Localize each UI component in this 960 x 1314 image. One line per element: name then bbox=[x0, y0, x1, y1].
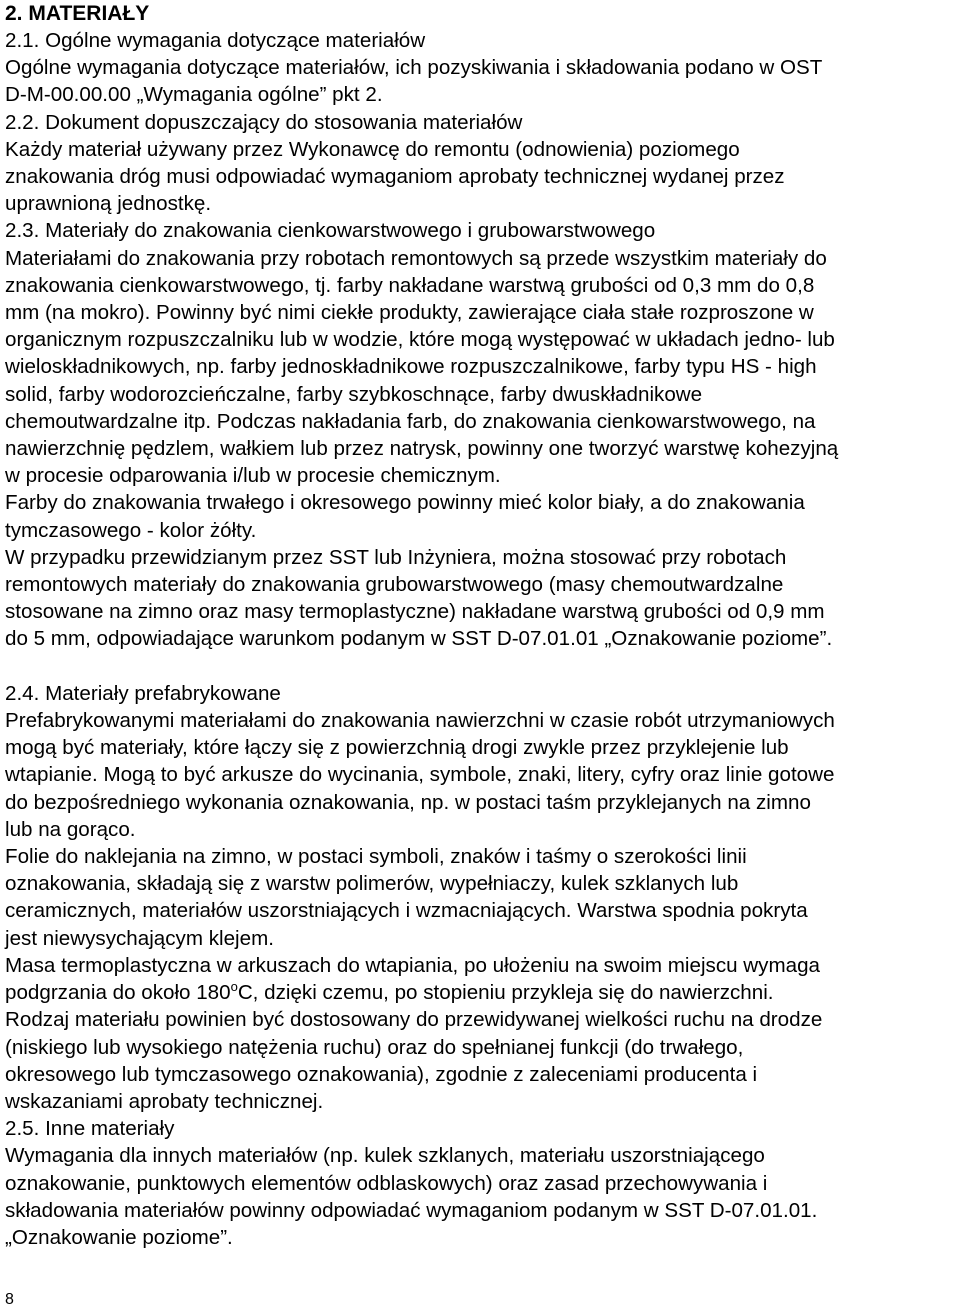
paragraph-line: wtapianie. Mogą to być arkusze do wycinania, symbole, znaki, litery, cyfry oraz linie gotowe bbox=[5, 763, 835, 787]
degree-superscript: o bbox=[230, 979, 238, 995]
paragraph-line: jest niewysychającym klejem. bbox=[5, 926, 274, 950]
section-heading: 2.4. Materiały prefabrykowane bbox=[5, 681, 281, 705]
paragraph-line: oznakowanie, punktowych elementów odblaskowych) oraz zasad przechowywania i bbox=[5, 1171, 768, 1195]
paragraph-line: znakowania cienkowarstwowego, tj. farby nakładane warstwą grubości od 0,3 mm do 0,8 bbox=[5, 273, 815, 297]
paragraph-line: stosowane na zimno oraz masy termoplastyczne) nakładane warstwą grubości od 0,9 mm bbox=[5, 600, 825, 624]
paragraph-line: Masa termoplastyczna w arkuszach do wtapiania, po ułożeniu na swoim miejscu wymaga bbox=[5, 953, 820, 977]
page-number: 8 bbox=[5, 1291, 14, 1308]
paragraph-line: tymczasowego - kolor żółty. bbox=[5, 518, 257, 542]
section-heading: 2.2. Dokument dopuszczający do stosowania materiałów bbox=[5, 110, 523, 134]
paragraph-line: (niskiego lub wysokiego natężenia ruchu) oraz do spełnianej funkcji (do trwałego, bbox=[5, 1035, 744, 1059]
section-2-1 bbox=[5, 27, 957, 109]
paragraph-line: znakowania dróg musi odpowiadać wymaganiom aprobaty technicznej wydanej przez bbox=[5, 165, 785, 189]
temperature-text-after: C, dzięki czemu, po stopieniu przykleja się do nawierzchni. bbox=[237, 981, 774, 1005]
paragraph-line: solid, farby wodorozcieńczalne, farby szybkoschnące, farby dwuskładnikowe bbox=[5, 382, 703, 406]
paragraph-line: Materiałami do znakowania przy robotach remontowych są przede wszystkim materiały do bbox=[5, 246, 827, 270]
paragraph-line: składowania materiałów powinny odpowiadać wymaganiom podanym w SST D-07.01.01. bbox=[5, 1198, 818, 1222]
paragraph-line: ceramicznych, materiałów uszorstniających i wzmacniających. Warstwa spodnia pokryta bbox=[5, 899, 808, 923]
paragraph-line: lub na gorąco. bbox=[5, 817, 136, 841]
paragraph-line: Wymagania dla innych materiałów (np. kulek szklanych, materiału uszorstniającego bbox=[5, 1144, 765, 1168]
paragraph-line: Farby do znakowania trwałego i okresowego powinny mieć kolor biały, a do znakowania bbox=[5, 491, 805, 515]
paragraph-line: oznakowania, składają się z warstw polimerów, wypełniaczy, kulek szklanych lub bbox=[5, 872, 739, 896]
section-2-3 bbox=[5, 217, 957, 652]
paragraph-line: Każdy materiał używany przez Wykonawcę do remontu (odnowienia) poziomego bbox=[5, 137, 740, 161]
paragraph-line: chemoutwardzalne itp. Podczas nakładania farb, do znakowania cienkowarstwowego, na bbox=[5, 409, 816, 433]
paragraph-line: „Oznakowanie poziome”. bbox=[5, 1225, 233, 1249]
section-2-4 bbox=[5, 680, 957, 1115]
paragraph-line: Ogólne wymagania dotyczące materiałów, ich pozyskiwania i składowania podano w OST bbox=[5, 56, 823, 80]
paragraph-line: do bezpośredniego wykonania oznakowania, np. w postaci taśm przyklejanych na zimno bbox=[5, 790, 811, 814]
temperature-line bbox=[5, 979, 957, 1006]
document-page bbox=[5, 0, 957, 1251]
section-2-2 bbox=[5, 109, 957, 218]
section-heading: 2.5. Inne materiały bbox=[5, 1117, 175, 1141]
paragraph-spacer bbox=[5, 653, 957, 680]
section-heading: 2.1. Ogólne wymagania dotyczące materiałów bbox=[5, 29, 426, 52]
paragraph-line: organicznym rozpuszczalniku lub w wodzie, które mogą występować w układach jedno- lub bbox=[5, 328, 835, 352]
paragraph-line: remontowych materiały do znakowania grubowarstwowego (masy chemoutwardzalne bbox=[5, 573, 784, 597]
paragraph-line: wieloskładnikowych, np. farby jednoskładnikowe rozpuszczalnikowe, farby typu HS - high bbox=[5, 355, 817, 379]
paragraph-line: wskazaniami aprobaty technicznej. bbox=[5, 1089, 324, 1113]
chapter-title: 2. MATERIAŁY bbox=[5, 2, 150, 25]
section-heading: 2.3. Materiały do znakowania cienkowarstwowego i grubowarstwowego bbox=[5, 219, 656, 243]
paragraph-line: uprawnioną jednostkę. bbox=[5, 192, 212, 216]
paragraph-line: Prefabrykowanymi materiałami do znakowania nawierzchni w czasie robót utrzymaniowych bbox=[5, 709, 835, 733]
paragraph-line: do 5 mm, odpowiadające warunkom podanym w SST D-07.01.01 „Oznakowanie poziome”. bbox=[5, 627, 833, 651]
paragraph-line: okresowego lub tymczasowego oznakowania), zgodnie z zaleceniami producenta i bbox=[5, 1062, 758, 1086]
paragraph-line: W przypadku przewidzianym przez SST lub Inżyniera, można stosować przy robotach bbox=[5, 545, 787, 569]
temperature-text-before: podgrzania do około 180 bbox=[5, 981, 231, 1005]
paragraph-line: nawierzchnię pędzlem, wałkiem lub przez natrysk, powinny one tworzyć warstwę kohezyjną bbox=[5, 437, 839, 461]
paragraph-line: Folie do naklejania na zimno, w postaci symboli, znaków i taśmy o szerokości linii bbox=[5, 845, 747, 869]
paragraph-line: w procesie odparowania i/lub w procesie chemicznym. bbox=[5, 464, 501, 488]
paragraph-line: Rodzaj materiału powinien być dostosowany do przewidywanej wielkości ruchu na drodze bbox=[5, 1008, 823, 1032]
section-2-5 bbox=[5, 1115, 957, 1251]
paragraph-line: D-M-00.00.00 „Wymagania ogólne” pkt 2. bbox=[5, 83, 383, 107]
paragraph-line: mogą być materiały, które łączy się z powierzchnią drogi zwykle przez przyklejenie lub bbox=[5, 736, 789, 760]
paragraph-line: mm (na mokro). Powinny być nimi ciekłe produkty, zawierające ciała stałe rozproszone w bbox=[5, 301, 814, 325]
